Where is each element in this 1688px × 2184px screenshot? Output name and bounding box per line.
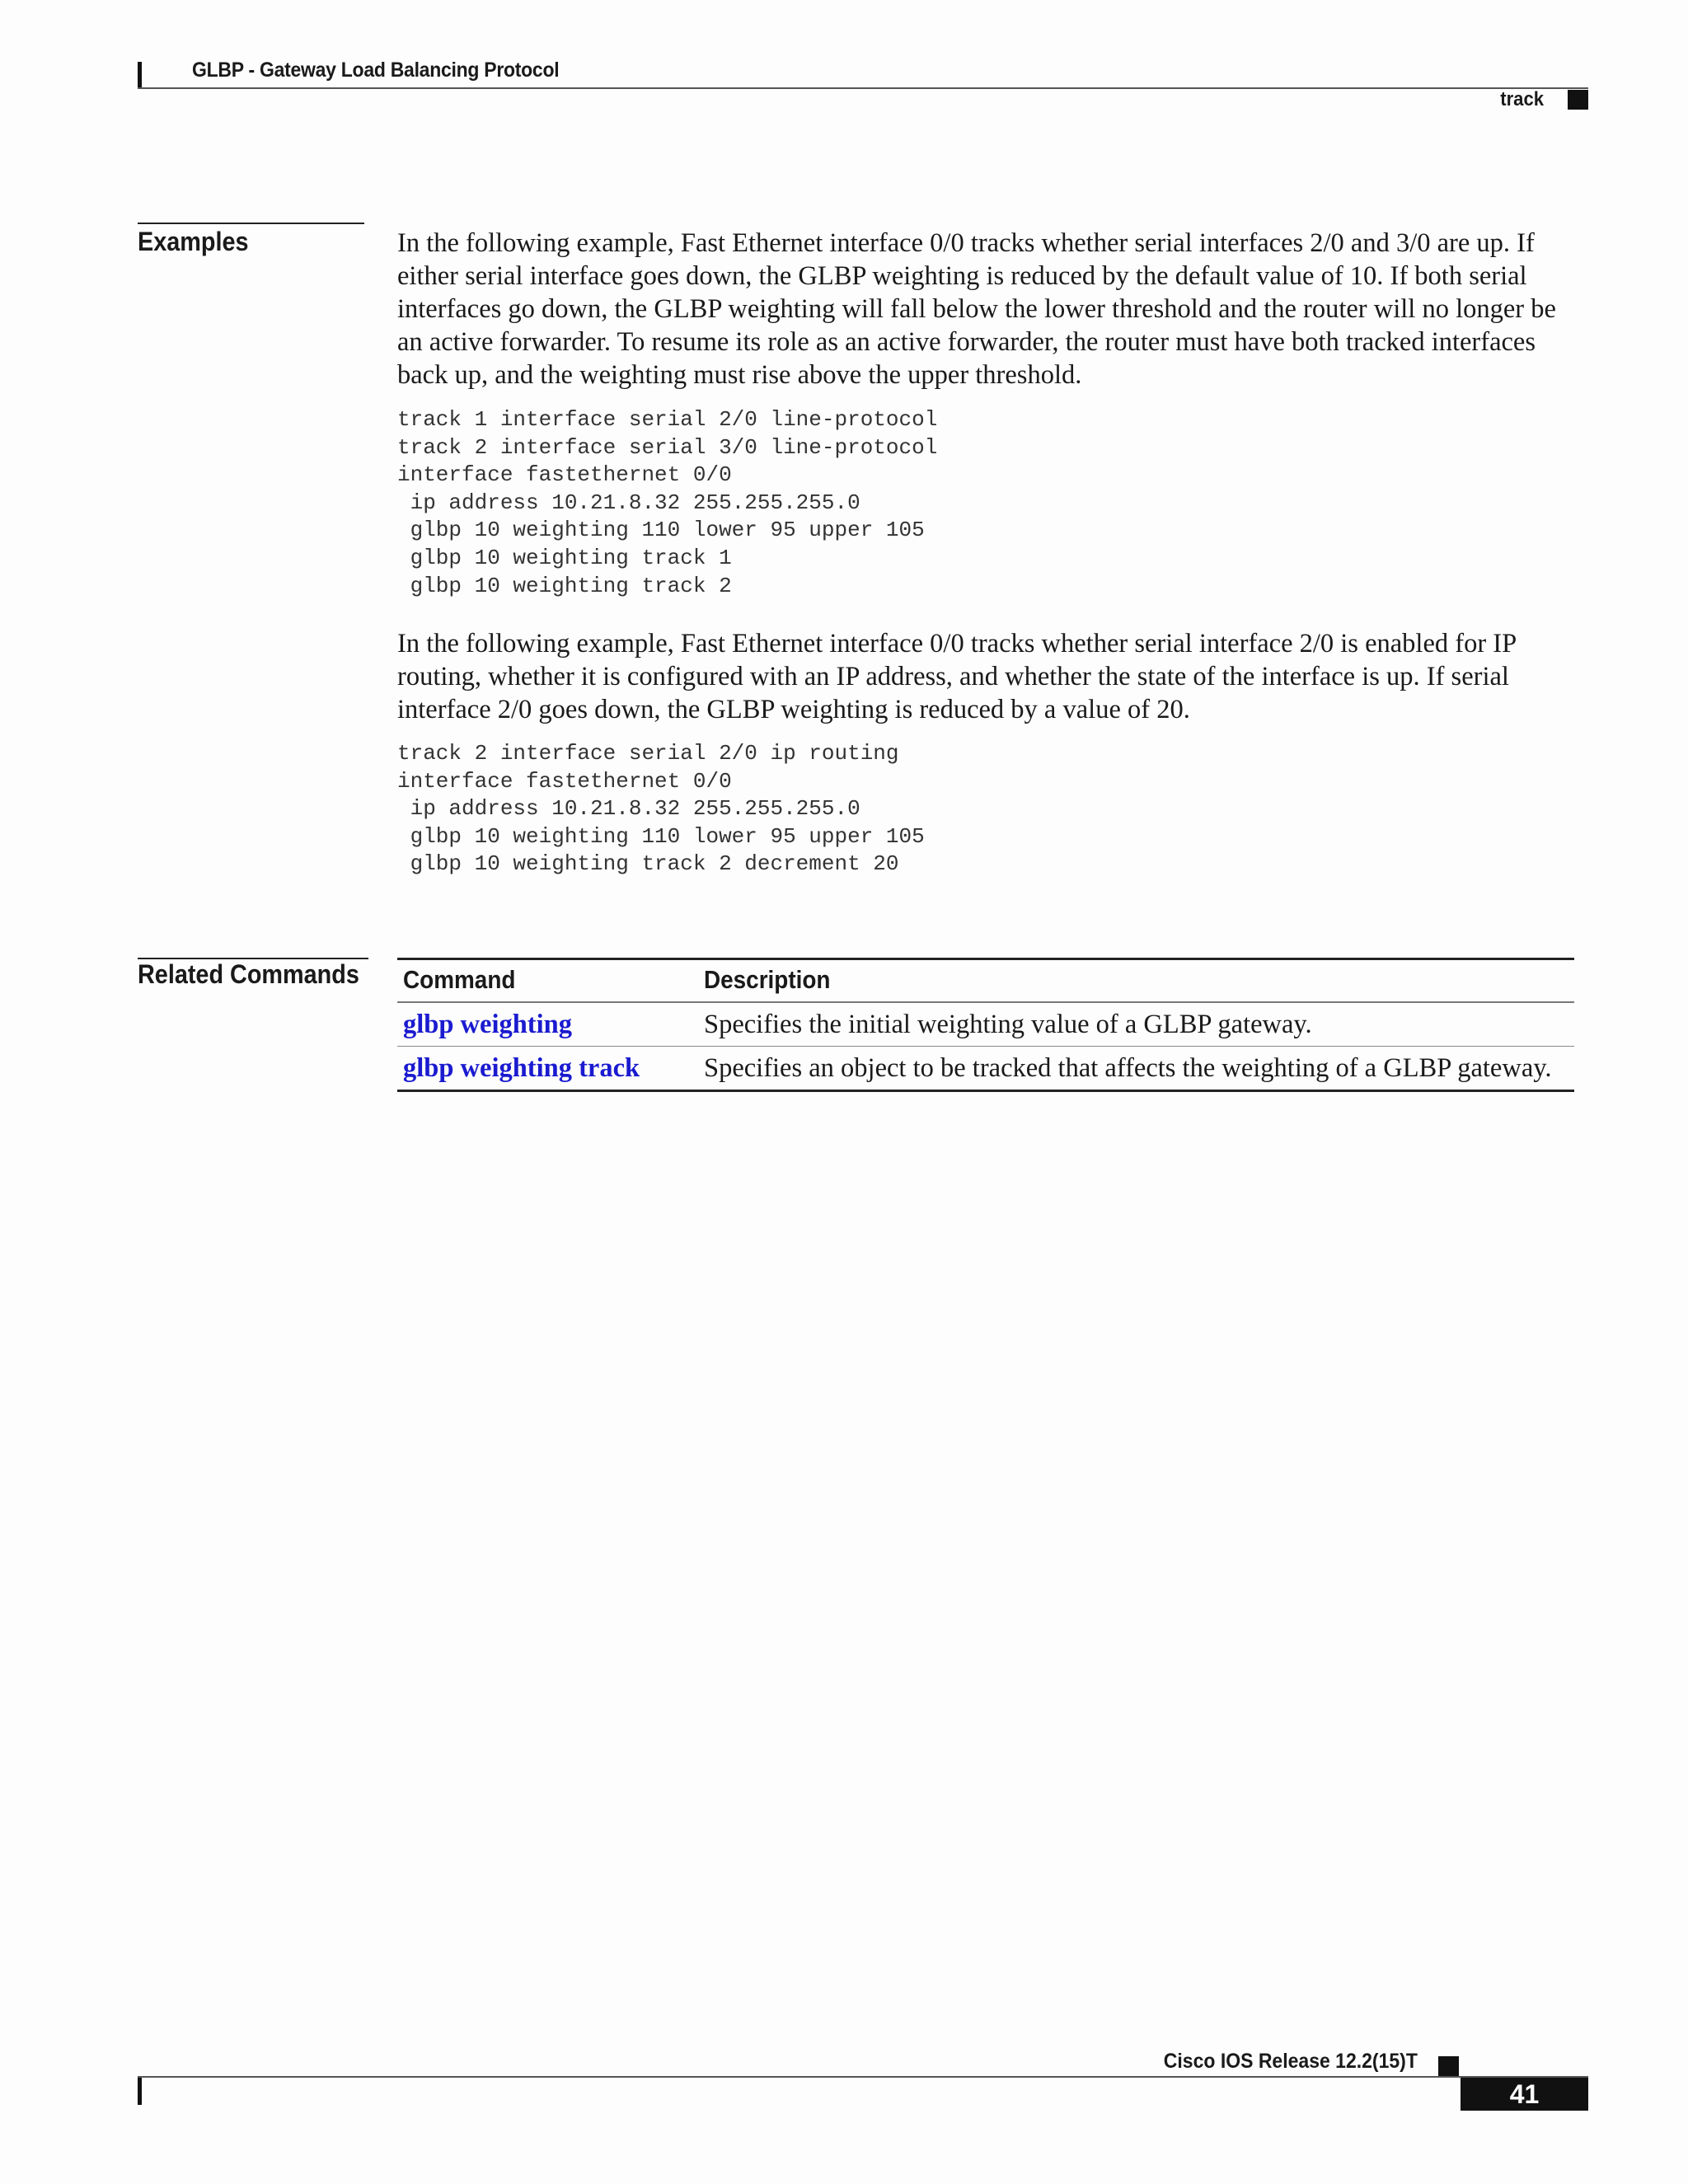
table-header-row: [397, 959, 1574, 1003]
related-commands-table: [397, 958, 1574, 1092]
examples-paragraph-2: In the following example, Fast Ethernet interface 0/0 tracks whether serial interface 2/0 is enabled for IP routing, whether it is configured with an IP address, and whether the state of the interface is up. If serial interface 2/0 goes down, the GLBP weighting is reduced by a value of 20.: [397, 629, 1516, 724]
page-number: 41: [1461, 2078, 1588, 2111]
description-cell: Specifies the initial weighting value of a GLBP gateway.: [704, 1010, 1312, 1039]
footer-release: Cisco IOS Release 12.2(15)T: [1163, 2050, 1418, 2073]
header-left-bar: [138, 62, 142, 89]
footer-marker-square: [1438, 2056, 1459, 2076]
examples-label: Examples: [138, 227, 249, 256]
command-cell: [397, 1002, 698, 1047]
column-header-command: Command: [403, 965, 516, 994]
command-link-glbp-weighting[interactable]: glbp weighting: [403, 1010, 572, 1039]
examples-code-1: track 1 interface serial 2/0 line-protocol track 2 interface serial 3/0 line-protocol interface fastethernet 0/0 ip address 10.21.8.32 255.255.255.0 glbp 10 weighting 110 lower 95 upper 105 glbp 10 weighting track 1 glbp 10 weighting track 2: [397, 407, 938, 598]
command-cell: [397, 1047, 698, 1091]
table-row: [397, 1047, 1574, 1091]
table-row: [397, 1002, 1574, 1047]
examples-label-rule: [138, 223, 364, 224]
header-marker-square: [1568, 90, 1588, 110]
examples-code-2: track 2 interface serial 2/0 ip routing interface fastethernet 0/0 ip address 10.21.8.32 255.255.255.0 glbp 10 weighting 110 lower 95 upper 105 glbp 10 weighting track 2 decrement 20: [397, 741, 925, 877]
column-header-description: Description: [704, 965, 831, 994]
related-commands-label: Related Commands: [138, 959, 359, 989]
examples-paragraph-1: In the following example, Fast Ethernet interface 0/0 tracks whether serial interfaces 2/0 and 3/0 are up. If either serial interface goes down, the GLBP weighting is reduced by the default value of 10. If both serial interfaces go down, the GLBP weighting will fall below the lower threshold and the router will no longer be an active forwarder. To resume its role as an active forwarder, the router must have both tracked interfaces back up, and the weighting must rise above the upper threshold.: [397, 228, 1556, 390]
footer-rule: [138, 2076, 1588, 2078]
description-cell: Specifies an object to be tracked that affects the weighting of a GLBP gateway.: [704, 1053, 1552, 1083]
header-title: GLBP - Gateway Load Balancing Protocol: [192, 59, 560, 82]
command-link-glbp-weighting-track[interactable]: glbp weighting track: [403, 1053, 640, 1083]
footer-left-bar: [138, 2078, 142, 2105]
header-section-name: track: [1500, 88, 1544, 110]
